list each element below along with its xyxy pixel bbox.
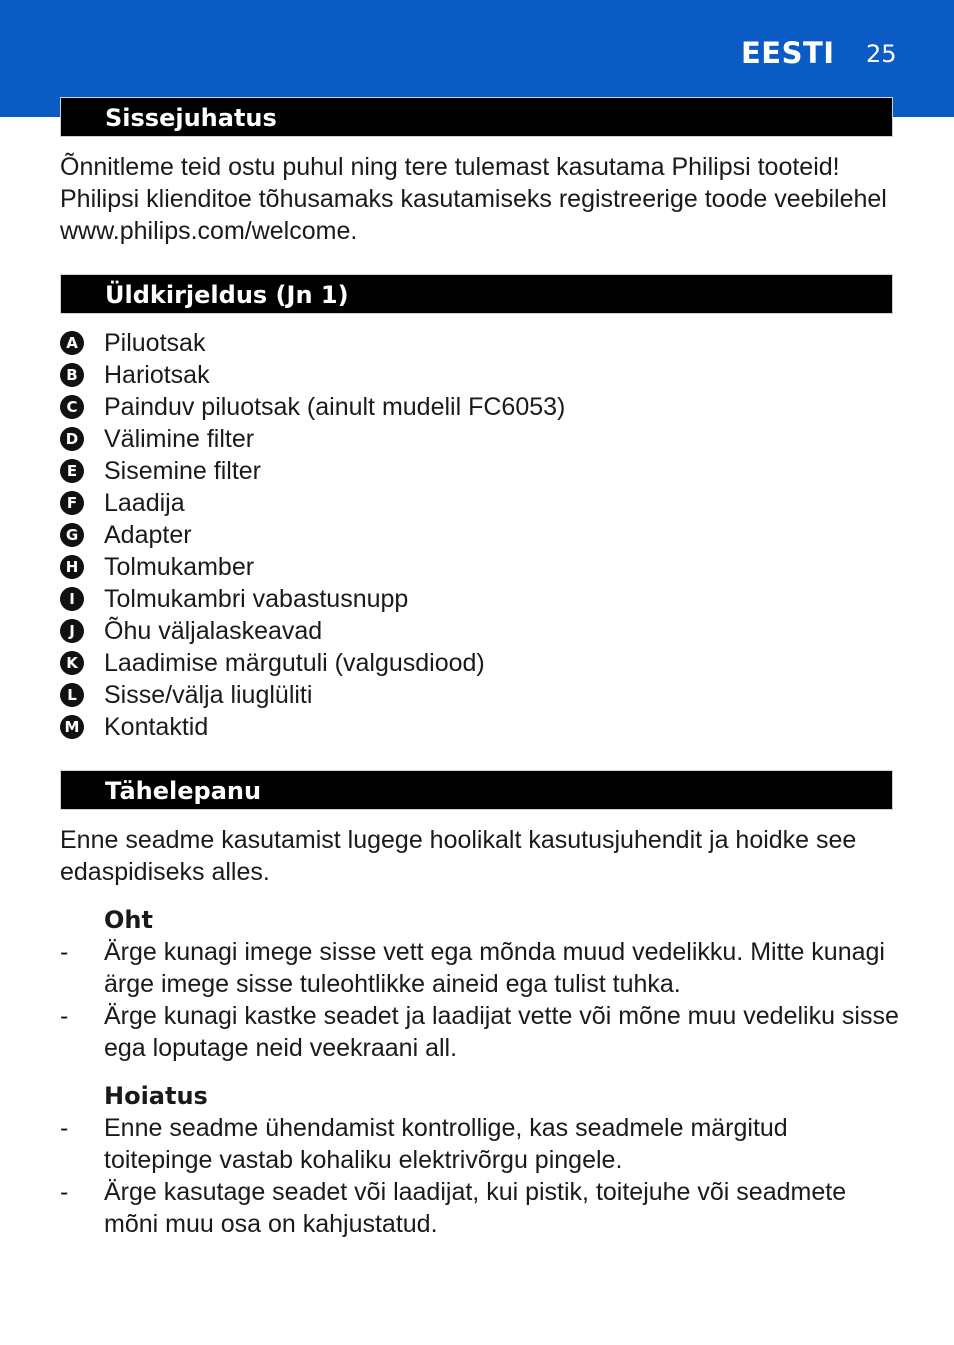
bullet-marker: - [60,1114,69,1142]
bullet-marker: - [60,1002,69,1030]
list-item [60,455,565,487]
letter-badge: E [60,459,84,483]
letter-badge: F [60,491,84,515]
list-item [60,359,565,391]
section-header-intro [60,97,893,137]
list-item [60,679,565,711]
part-label: Painduv piluotsak (ainult mudelil FC6053) [104,393,566,421]
list-item [60,711,565,743]
danger-list [60,936,900,1064]
part-label: Sisemine filter [104,457,261,485]
list-item [60,487,565,519]
section-title: Tähelepanu [105,777,262,805]
attention-paragraph: Enne seadme kasutamist lugege hoolikalt kasutusjuhendit ja hoidke see edaspidiseks alles. [60,826,857,886]
letter-badge: I [60,587,84,611]
letter-badge: D [60,427,84,451]
warning-list [60,1112,900,1240]
bullet-marker: - [60,938,69,966]
part-label: Tolmukambri vabastusnupp [104,585,409,613]
page-number: 25 [866,40,897,68]
intro-paragraph: Õnnitleme teid ostu puhul ning tere tulemast kasutama Philipsi tooteid! Philipsi klienditoe tõhusamaks kasutamiseks registreerige toode veebilehel www.philips.com/welcome. [60,153,887,245]
letter-badge: C [60,395,84,419]
bullet-text: Ärge kunagi imege sisse vett ega mõnda muud vedelikku. Mitte kunagi ärge imege sisse tuleohtlikke aineid ega tulist tuhka. [104,938,885,998]
list-item [60,583,565,615]
part-label: Tolmukamber [104,553,255,581]
part-label: Õhu väljalaskeavad [104,617,323,645]
section-header-attention [60,770,893,810]
part-label: Hariotsak [104,361,210,389]
list-item [60,615,565,647]
letter-badge: J [60,619,84,643]
section-title: Üldkirjeldus (Jn 1) [105,281,349,309]
list-item [60,936,900,1000]
bullet-marker: - [60,1178,69,1206]
part-label: Adapter [104,521,192,549]
list-item [60,519,565,551]
part-label: Laadimise märgutuli (valgusdiood) [104,649,485,677]
danger-heading: Oht [104,906,153,934]
part-label: Piluotsak [104,329,206,357]
part-label: Välimine filter [104,425,255,453]
letter-badge: H [60,555,84,579]
list-item [60,1176,900,1240]
letter-badge: M [60,715,84,739]
letter-badge: G [60,523,84,547]
letter-badge: L [60,683,84,707]
list-item [60,327,565,359]
list-item [60,423,565,455]
list-item [60,1000,900,1064]
part-label: Sisse/välja liuglüliti [104,681,313,709]
list-item [60,391,565,423]
letter-badge: K [60,651,84,675]
bullet-text: Ärge kunagi kastke seadet ja laadijat vette või mõne muu vedeliku sisse ega loputage neid veekraani all. [104,1002,899,1062]
part-label: Kontaktid [104,713,209,741]
bullet-text: Enne seadme ühendamist kontrollige, kas seadmele märgitud toitepinge vastab kohaliku elektrivõrgu pingele. [104,1114,788,1174]
language-title: EESTI [741,36,835,70]
list-item [60,647,565,679]
section-header-overview [60,274,893,314]
bullet-text: Ärge kasutage seadet või laadijat, kui pistik, toitejuhe või seadmete mõni muu osa on kahjustatud. [104,1178,847,1238]
warning-heading: Hoiatus [104,1082,208,1110]
letter-badge: B [60,363,84,387]
list-item [60,551,565,583]
letter-badge: A [60,331,84,355]
parts-list [60,327,565,743]
part-label: Laadija [104,489,185,517]
section-title: Sissejuhatus [105,104,277,132]
list-item [60,1112,900,1176]
